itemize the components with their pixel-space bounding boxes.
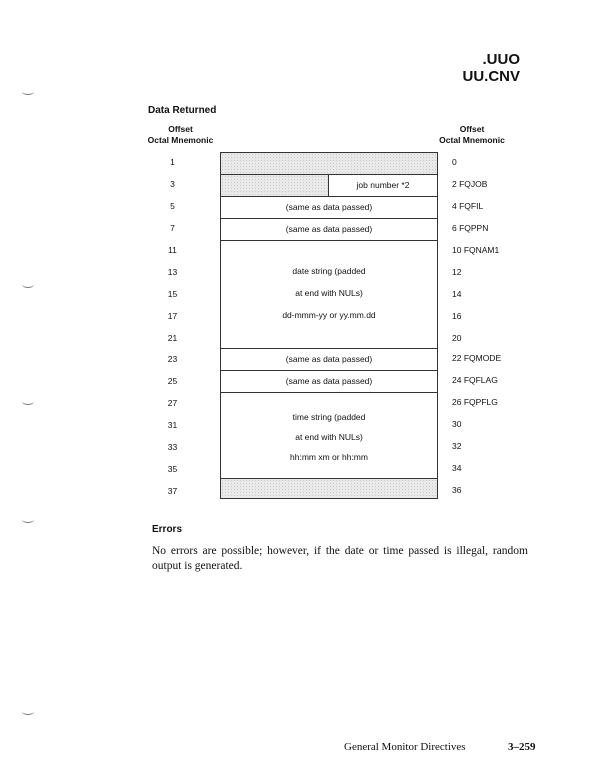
right-column-header <box>432 124 512 146</box>
same-as-passed-label: (same as data passed) <box>285 224 373 234</box>
word-36-shaded <box>220 478 438 499</box>
left-offset: 27 <box>167 398 178 408</box>
binding-mark <box>22 708 34 715</box>
right-offset: 16 <box>452 311 462 321</box>
word-6-fqppn <box>220 218 438 241</box>
left-offset: 23 <box>167 354 178 364</box>
same-as-passed-label: (same as data passed) <box>285 354 373 364</box>
word-22-fqmode <box>220 348 438 371</box>
right-offset: 20 <box>452 333 462 343</box>
right-header-octal-mnemonic: Octal Mnemonic <box>439 135 505 145</box>
left-offset: 5 <box>170 201 175 211</box>
left-offset: 1 <box>170 157 175 167</box>
left-header-offset: Offset <box>168 124 193 134</box>
left-offset: 17 <box>167 311 178 321</box>
page-header-uuo: .UUO <box>482 51 520 68</box>
word-2-unused-shaded <box>221 175 329 196</box>
date-string-line-1: date string (padded <box>292 266 366 276</box>
left-offset: 31 <box>167 420 178 430</box>
time-string-block <box>220 392 438 479</box>
word-0-shaded <box>220 152 438 175</box>
time-string-line-1: time string (padded <box>292 412 366 422</box>
date-string-line-3: dd-mmm-yy or yy.mm.dd <box>282 310 376 320</box>
date-string-line-2: at end with NULs) <box>295 288 363 298</box>
errors-heading: Errors <box>152 524 183 535</box>
section-title: Data Returned <box>148 105 217 116</box>
footer-section-title: General Monitor Directives <box>344 741 466 753</box>
left-header-octal-mnemonic: Octal Mnemonic <box>147 135 214 145</box>
left-offset: 33 <box>167 442 178 452</box>
left-column-header <box>138 124 223 146</box>
left-offset: 11 <box>168 245 177 255</box>
left-offset: 7 <box>170 223 175 233</box>
job-number-label: job number *2 <box>356 180 410 190</box>
right-header-offset: Offset <box>459 124 485 134</box>
page-number: 3–259 <box>508 741 536 753</box>
right-offset: 36 <box>452 485 462 495</box>
errors-paragraph: No errors are possible; however, if the date or time passed is illegal, random output is generated. <box>152 545 528 572</box>
right-offset: 30 <box>452 419 462 429</box>
same-as-passed-label: (same as data passed) <box>285 202 373 212</box>
binding-mark <box>22 398 34 405</box>
binding-mark <box>22 516 34 523</box>
data-block-diagram <box>220 152 440 499</box>
right-offset: 14 <box>452 289 462 299</box>
binding-mark <box>22 88 34 95</box>
left-offset: 25 <box>167 376 178 386</box>
word-24-fqflag <box>220 370 438 393</box>
binding-mark <box>22 281 34 288</box>
time-string-line-2: at end with NULs) <box>295 432 363 442</box>
left-offset: 21 <box>167 333 178 343</box>
right-offset: 12 <box>452 267 462 277</box>
left-offset: 15 <box>167 289 178 299</box>
page-header-uucnv: UU.CNV <box>462 68 520 85</box>
left-offset: 37 <box>167 486 178 496</box>
right-offset: 10 FQNAM1 <box>452 245 500 255</box>
right-offset: 6 FQPPN <box>452 223 489 233</box>
right-offset: 26 FQPFLG <box>452 397 498 407</box>
right-offset: 22 FQMODE <box>452 353 502 363</box>
right-offset: 4 FQFIL <box>452 201 484 211</box>
left-offset: 35 <box>167 464 178 474</box>
word-2-jobnum <box>220 174 438 197</box>
right-offset: 0 <box>452 157 457 167</box>
same-as-passed-label: (same as data passed) <box>285 376 373 386</box>
left-offset: 3 <box>170 179 175 189</box>
right-offset: 24 FQFLAG <box>452 375 498 385</box>
word-4-fqfil <box>220 196 438 219</box>
right-offset: 34 <box>452 463 462 473</box>
right-offset: 2 FQJOB <box>452 179 488 189</box>
time-string-line-3: hh:mm xm or hh:mm <box>290 452 368 462</box>
left-offset: 13 <box>167 267 178 277</box>
date-string-block <box>220 240 438 349</box>
right-offset: 32 <box>452 441 462 451</box>
